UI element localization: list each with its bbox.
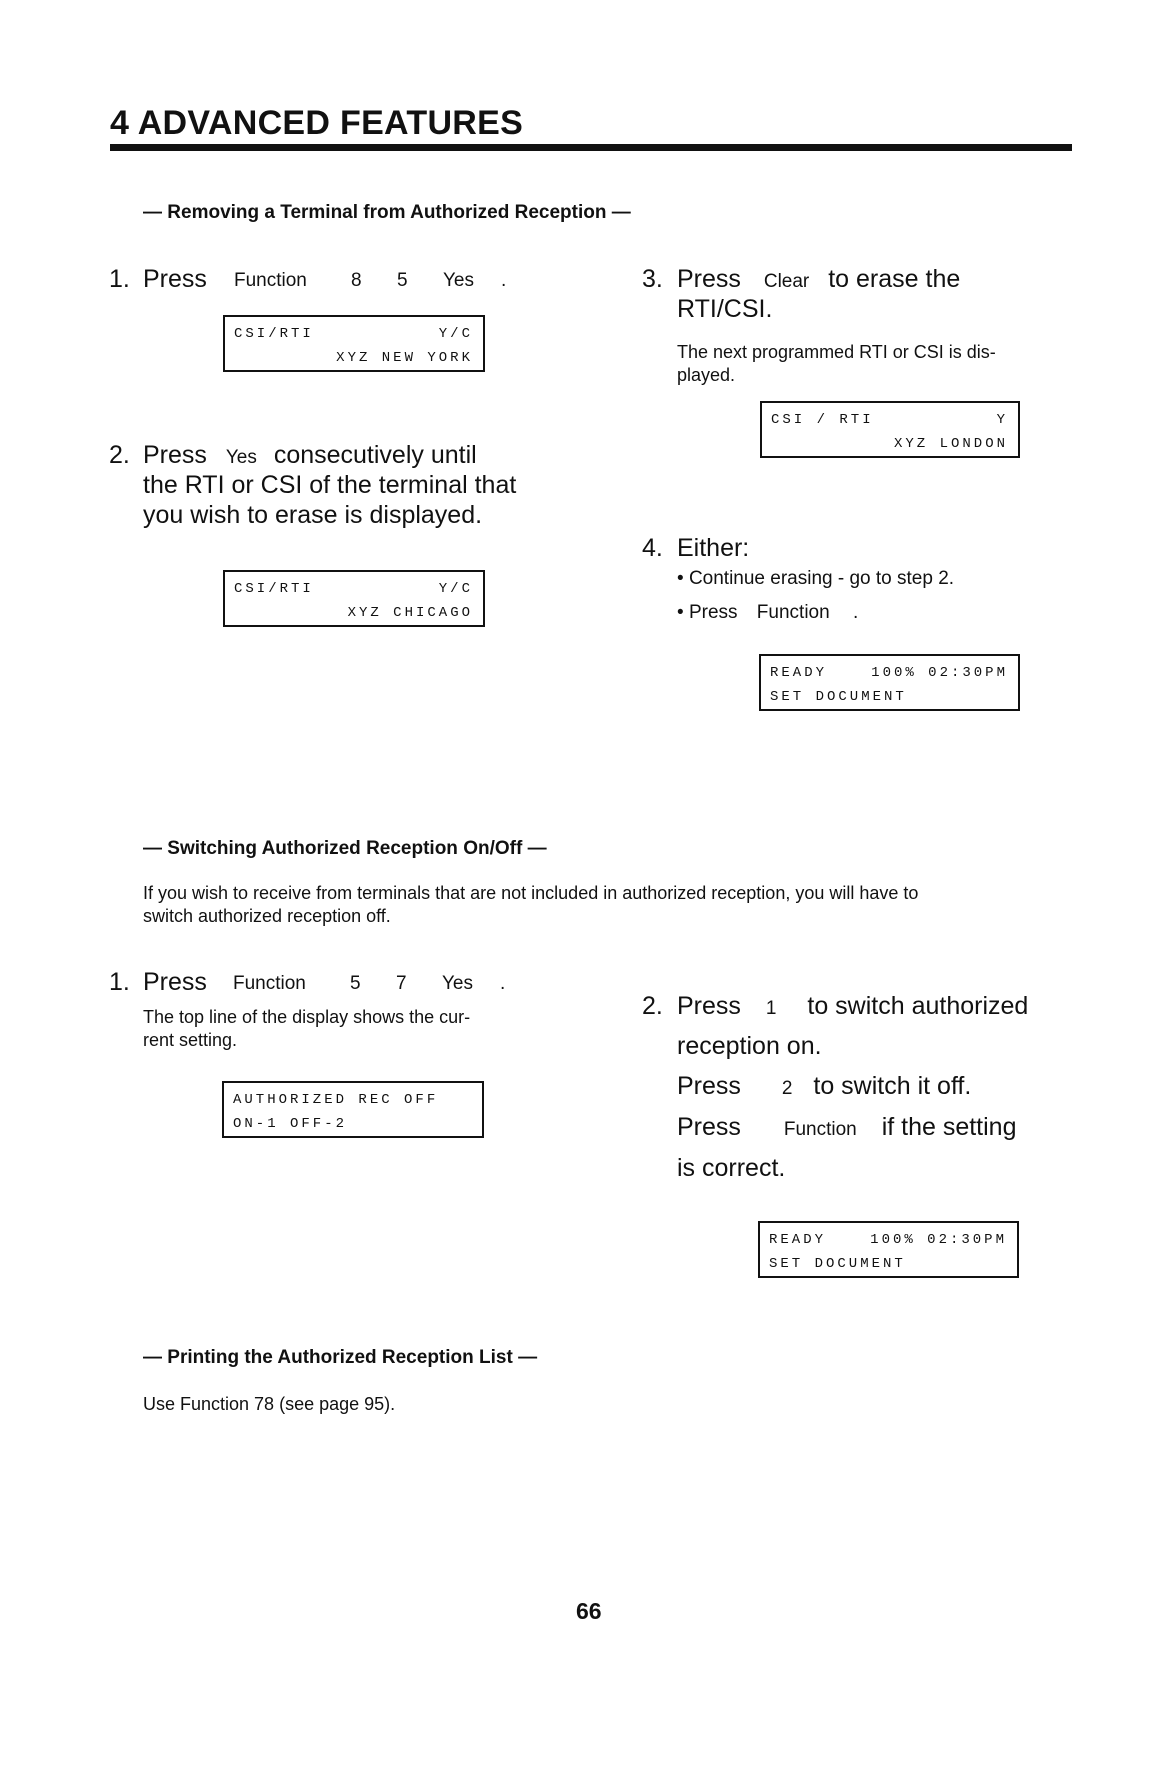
remove-step3-note: The next programmed RTI or CSI is dis- (677, 342, 996, 362)
switch-step2-press3: Press (677, 1113, 741, 1141)
bullet-continue (677, 568, 954, 590)
lcd-line1-right: Y/C (438, 326, 473, 342)
header-rule (110, 144, 1072, 151)
switch-step1-press: Press (143, 968, 207, 996)
remove-step3-text1: to erase the (828, 265, 961, 293)
lcd-line1-right: 100% 02:30PM (870, 1232, 1007, 1248)
switch-step2-line2: reception on. (677, 1032, 822, 1060)
remove-step1-press: Press (143, 265, 207, 293)
switch-step1-note1: The top line of the display shows the cur- (143, 1007, 471, 1027)
switch-step2-line5: is correct. (677, 1154, 786, 1182)
switch-step2-text4: if the setting (881, 1113, 1017, 1141)
remove-step4-label: Either: (677, 534, 750, 562)
chapter-title: 4 ADVANCED FEATURES (110, 104, 524, 142)
switch-step2-text1: to switch authorized (807, 992, 1029, 1020)
remove-step2-text1: consecutively until (273, 441, 477, 469)
lcd-line1-right: Y/C (438, 581, 473, 597)
step-period: . (500, 973, 506, 994)
key-yes: Yes (225, 447, 257, 468)
lcd-line1-left: CSI/RTI (234, 581, 314, 597)
remove-step3-line1 (677, 264, 960, 297)
remove-step2-press: Press (143, 441, 207, 469)
step-period: . (501, 270, 507, 291)
switch-step1-note2: rent setting. (143, 1030, 238, 1050)
printing-body: Use Function 78 (see page 95). (143, 1394, 396, 1414)
lcd-line1-left: CSI/RTI (234, 326, 314, 342)
bullet-text: Continue erasing - go to step 2. (688, 568, 955, 589)
lcd-line2: SET DOCUMENT (770, 689, 907, 705)
key-function: Function (756, 602, 830, 623)
lcd-display-chicago (223, 570, 485, 627)
remove-step2-line1 (143, 440, 477, 473)
lcd-line2: XYZ LONDON (893, 436, 1008, 452)
lcd-line1-right: Y (996, 412, 1008, 428)
page-number: 66 (576, 1598, 602, 1624)
lcd-display-authorized-rec (222, 1081, 484, 1138)
key-function: Function (783, 1119, 857, 1140)
key-2: 2 (781, 1078, 793, 1099)
switch-step2-text3: to switch it off. (813, 1072, 972, 1100)
remove-step1-number: 1. (109, 265, 130, 293)
switch-intro-line1: If you wish to receive from terminals that are not included in authorized reception, you will have to (143, 883, 919, 903)
key-1: 1 (765, 998, 777, 1019)
switch-step1-number: 1. (109, 968, 130, 996)
key-yes: Yes (442, 973, 473, 994)
lcd-line2: XYZ CHICAGO (347, 605, 473, 621)
key-function: Function (233, 973, 306, 994)
lcd-line1-left: READY (769, 1232, 827, 1248)
step-period: . (852, 602, 859, 623)
lcd-line1-left: READY (770, 665, 828, 681)
key-8: 8 (351, 270, 362, 291)
switch-step2-press2: Press (677, 1072, 741, 1100)
lcd-line1-right: 100% 02:30PM (871, 665, 1008, 681)
lcd-line2: ON-1 OFF-2 (233, 1116, 348, 1132)
bullet-dot: • (677, 602, 684, 623)
remove-step3-note2: played. (677, 365, 736, 385)
switch-intro-line2: switch authorized reception off. (143, 906, 391, 926)
key-5: 5 (397, 270, 408, 291)
remove-step3-line2: RTI/CSI. (677, 295, 773, 323)
bullet-dot: • (677, 568, 684, 589)
bullet-press: Press (688, 602, 738, 623)
lcd-display-ready (759, 654, 1020, 711)
lcd-line1-left: CSI / RTI (771, 412, 874, 428)
switch-step2-line1 (677, 991, 1028, 1024)
remove-step3-press: Press (677, 265, 741, 293)
remove-step2-line2: the RTI or CSI of the terminal that (143, 471, 517, 499)
remove-step2-number: 2. (109, 441, 130, 469)
key-7: 7 (396, 973, 407, 994)
switch-step2-line4 (677, 1112, 1017, 1145)
key-yes: Yes (443, 270, 474, 291)
lcd-display-new-york (223, 315, 485, 372)
lcd-display-ready (758, 1221, 1019, 1278)
lcd-line2: XYZ NEW YORK (336, 350, 473, 366)
key-function: Function (234, 270, 307, 291)
key-clear: Clear (763, 271, 810, 292)
section-title-printing: — Printing the Authorized Reception List — (143, 1347, 538, 1368)
switch-step2-press: Press (677, 992, 741, 1020)
remove-step2-line3: you wish to erase is displayed. (143, 501, 483, 529)
section-title-removing: — Removing a Terminal from Authorized Reception — (143, 202, 631, 223)
lcd-display-london (760, 401, 1020, 458)
switch-step2-number: 2. (642, 992, 663, 1020)
section-title-switching: — Switching Authorized Reception On/Off — (143, 838, 547, 859)
lcd-line1: AUTHORIZED REC OFF (233, 1092, 439, 1108)
lcd-line2: SET DOCUMENT (769, 1256, 906, 1272)
remove-step4-number: 4. (642, 534, 663, 562)
switch-step2-line3 (677, 1071, 971, 1104)
bullet-press-function (677, 602, 858, 624)
remove-step3-number: 3. (642, 265, 663, 293)
key-5: 5 (350, 973, 361, 994)
